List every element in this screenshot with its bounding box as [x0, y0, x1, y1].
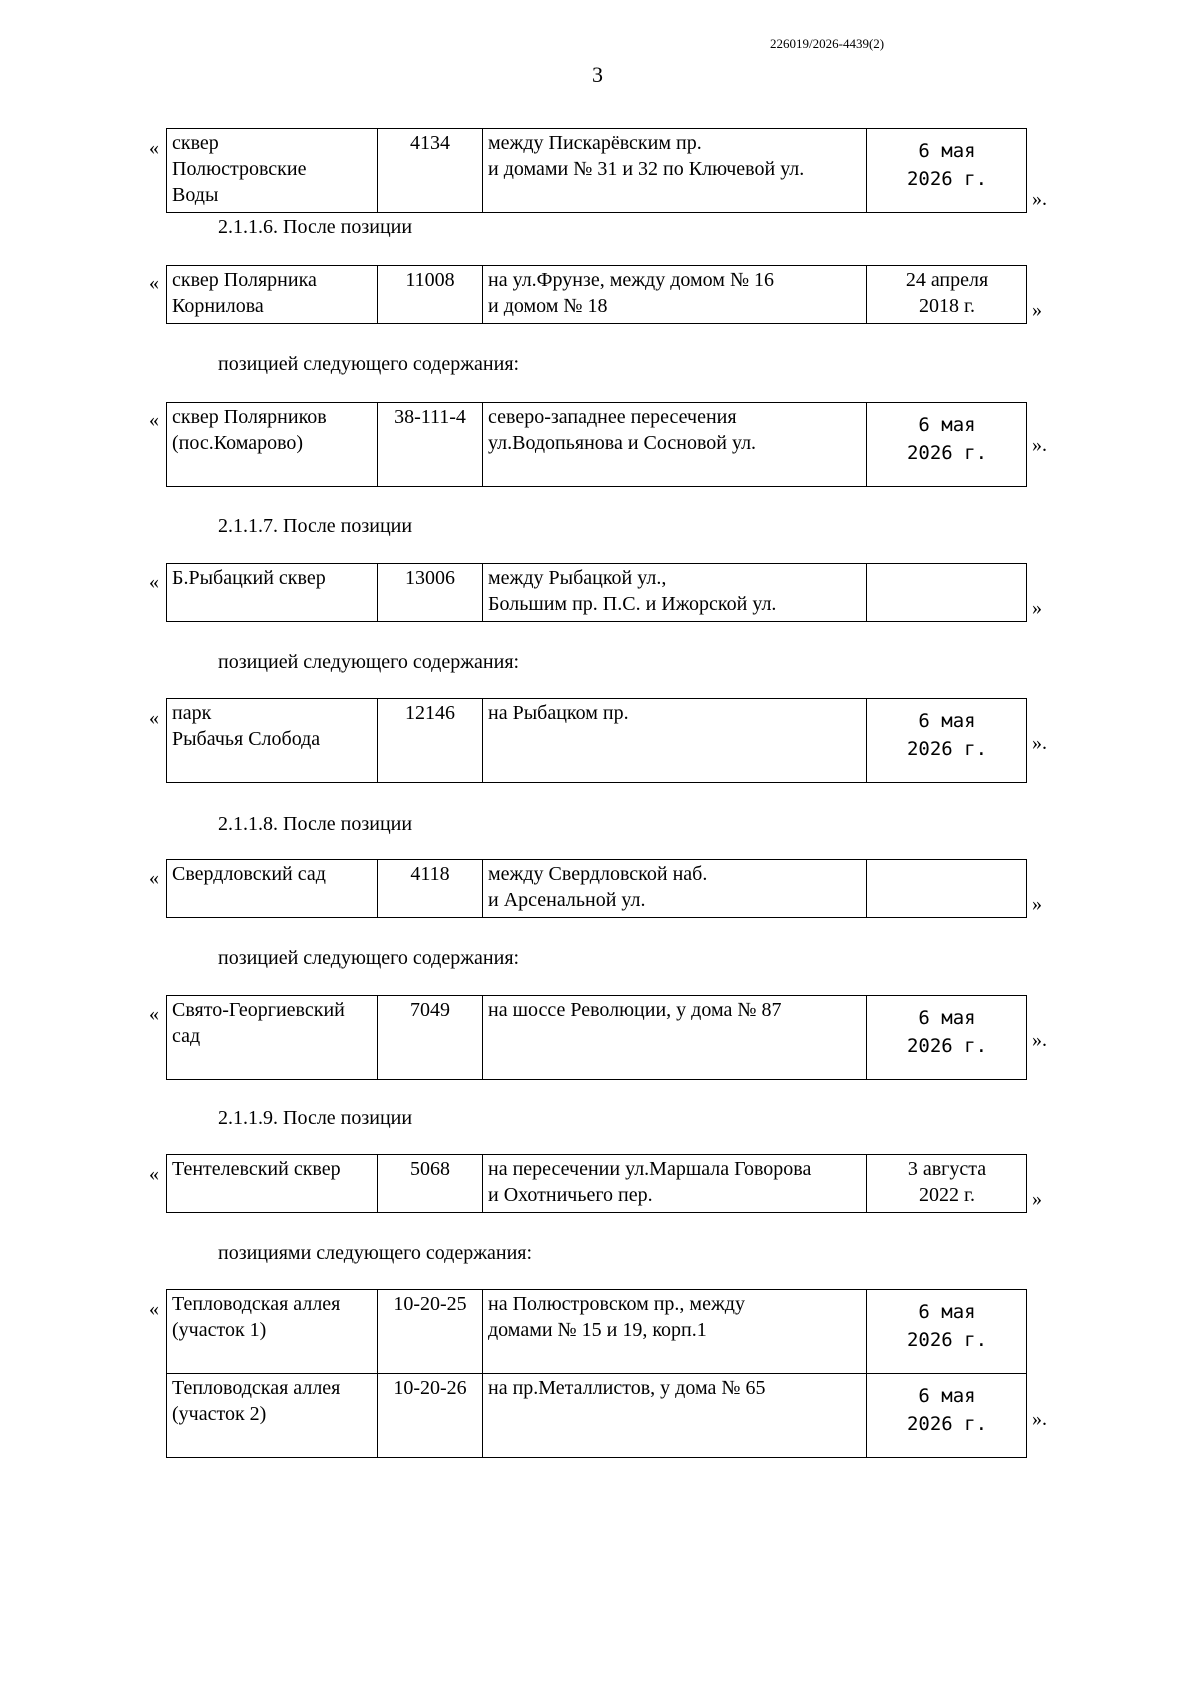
location-text: между Пискарёвским пр.: [488, 132, 702, 154]
location-text: и Охотничьего пер.: [488, 1184, 653, 1206]
date-text: 2026 г.: [906, 1035, 988, 1057]
table-row: [167, 860, 1027, 918]
table-row: [167, 564, 1027, 622]
code-text: 7049: [410, 999, 450, 1021]
name-text: Тепловодская аллея: [172, 1377, 341, 1399]
table-row: [167, 129, 1027, 213]
date-cell: [867, 1290, 1027, 1374]
location-text: на пересечении ул.Маршала Говорова: [488, 1158, 812, 1180]
date-text: 2026 г.: [906, 1329, 988, 1351]
date-cell: [867, 996, 1027, 1080]
location-text: между Свердловской наб.: [488, 863, 708, 885]
items-table-7: [166, 995, 1027, 1080]
items-table-9: [166, 1289, 1027, 1458]
name-text: (участок 1): [172, 1319, 267, 1341]
date-text: 2018 г.: [919, 295, 975, 317]
name-cell: [167, 699, 378, 783]
close-quote: »: [1032, 597, 1042, 619]
name-cell: [167, 564, 378, 622]
paragraph-2-1-1-6: 2.1.1.6. После позиции: [218, 216, 413, 238]
date-text: 2022 г.: [919, 1184, 975, 1206]
name-text: Б.Рыбацкий сквер: [172, 567, 326, 589]
close-quote: ».: [1032, 1408, 1047, 1430]
items-table-5: [166, 698, 1027, 783]
name-text: Рыбачья Слобода: [172, 728, 321, 750]
location-text: и Арсенальной ул.: [488, 889, 646, 911]
name-cell: [167, 996, 378, 1080]
code-text: 4134: [410, 132, 450, 154]
code-text: 5068: [410, 1158, 450, 1180]
location-cell: [483, 1290, 867, 1374]
name-text: Воды: [172, 184, 219, 206]
code-cell: [378, 996, 483, 1080]
open-quote: «: [149, 571, 159, 593]
location-text: домами № 15 и 19, корп.1: [488, 1319, 707, 1341]
paragraph-content-label: позицией следующего содержания:: [218, 947, 520, 969]
name-cell: [167, 403, 378, 487]
date-text: 2026 г.: [906, 1413, 988, 1435]
name-text: Тепловодская аллея: [172, 1293, 341, 1315]
items-table-1: [166, 128, 1027, 213]
code-cell: [378, 699, 483, 783]
date-text: 6 мая: [918, 710, 976, 732]
location-text: северо-западнее пересечения: [488, 406, 737, 428]
open-quote: «: [149, 137, 159, 159]
open-quote: «: [149, 272, 159, 294]
paragraph-2-1-1-9: 2.1.1.9. После позиции: [218, 1107, 413, 1129]
name-cell: [167, 1374, 378, 1458]
location-text: и домами № 31 и 32 по Ключевой ул.: [488, 158, 805, 180]
date-cell: [867, 403, 1027, 487]
close-quote: »: [1032, 893, 1042, 915]
code-text: 10-20-26: [393, 1377, 467, 1399]
paragraph-content-label-plural: позициями следующего содержания:: [218, 1242, 533, 1264]
name-cell: [167, 1290, 378, 1374]
location-cell: [483, 1155, 867, 1213]
table-row: [167, 1290, 1027, 1374]
location-cell: [483, 266, 867, 324]
code-cell: [378, 403, 483, 487]
date-cell: [867, 1374, 1027, 1458]
date-text: 2026 г.: [906, 168, 988, 190]
paragraph-content-label: позицией следующего содержания:: [218, 651, 520, 673]
close-quote: ».: [1032, 732, 1047, 754]
date-cell: [867, 564, 1027, 622]
items-table-6: [166, 859, 1027, 918]
location-cell: [483, 403, 867, 487]
name-text: Полюстровские: [172, 158, 307, 180]
name-text: сквер Полярников: [172, 406, 327, 428]
close-quote: ».: [1032, 1029, 1047, 1051]
close-quote: »: [1032, 1188, 1042, 1210]
code-text: 11008: [405, 269, 455, 291]
location-text: Большим пр. П.С. и Ижорской ул.: [488, 593, 777, 615]
open-quote: «: [149, 409, 159, 431]
name-text: Корнилова: [172, 295, 264, 317]
code-text: 10-20-25: [393, 1293, 467, 1315]
code-cell: [378, 1290, 483, 1374]
close-quote: ».: [1032, 188, 1047, 210]
code-text: 12146: [405, 702, 455, 724]
date-cell: [867, 860, 1027, 918]
date-text: 6 мая: [918, 140, 976, 162]
name-text: (пос.Комарово): [172, 432, 304, 454]
open-quote: «: [149, 1163, 159, 1185]
paragraph-content-label: позицией следующего содержания:: [218, 353, 520, 375]
items-table-2: [166, 265, 1027, 324]
code-cell: [378, 129, 483, 213]
date-cell: [867, 1155, 1027, 1213]
location-cell: [483, 129, 867, 213]
name-text: Свято-Георгиевский: [172, 999, 345, 1021]
name-cell: [167, 860, 378, 918]
paragraph-2-1-1-8: 2.1.1.8. После позиции: [218, 813, 413, 835]
date-text: 2026 г.: [906, 738, 988, 760]
table-row: [167, 1155, 1027, 1213]
location-text: на пр.Металлистов, у дома № 65: [488, 1377, 766, 1399]
date-text: 6 мая: [918, 414, 976, 436]
code-cell: [378, 564, 483, 622]
location-text: на шоссе Революции, у дома № 87: [488, 999, 782, 1021]
name-cell: [167, 266, 378, 324]
name-text: Тентелевский сквер: [172, 1158, 341, 1180]
code-text: 4118: [410, 863, 450, 885]
table-row: [167, 699, 1027, 783]
location-text: на Полюстровском пр., между: [488, 1293, 745, 1315]
open-quote: «: [149, 1003, 159, 1025]
code-text: 38-111-4: [394, 406, 466, 428]
document-id: 226019/2026-4439(2): [770, 36, 885, 51]
name-text: парк: [172, 702, 212, 724]
location-cell: [483, 564, 867, 622]
items-table-8: [166, 1154, 1027, 1213]
location-text: и домом № 18: [488, 295, 608, 317]
table-row: [167, 1374, 1027, 1458]
name-text: Свердловский сад: [172, 863, 326, 885]
name-text: (участок 2): [172, 1403, 267, 1425]
code-cell: [378, 860, 483, 918]
open-quote: «: [149, 867, 159, 889]
code-text: 13006: [405, 567, 455, 589]
code-cell: [378, 1374, 483, 1458]
name-cell: [167, 1155, 378, 1213]
location-text: ул.Водопьянова и Сосновой ул.: [488, 432, 757, 454]
date-cell: [867, 699, 1027, 783]
name-text: сквер: [172, 132, 219, 154]
location-text: на Рыбацком пр.: [488, 702, 629, 724]
location-cell: [483, 699, 867, 783]
close-quote: ».: [1032, 434, 1047, 456]
table-row: [167, 266, 1027, 324]
table-row: [167, 403, 1027, 487]
date-cell: [867, 266, 1027, 324]
items-table-3: [166, 402, 1027, 487]
items-table-4: [166, 563, 1027, 622]
location-text: на ул.Фрунзе, между домом № 16: [488, 269, 775, 291]
page-number: 3: [592, 62, 603, 87]
location-cell: [483, 860, 867, 918]
open-quote: «: [149, 1298, 159, 1320]
location-text: между Рыбацкой ул.,: [488, 567, 667, 589]
name-cell: [167, 129, 378, 213]
date-text: 6 мая: [918, 1385, 976, 1407]
date-text: 3 августа: [907, 1158, 987, 1180]
open-quote: «: [149, 707, 159, 729]
table-row: [167, 996, 1027, 1080]
paragraph-2-1-1-7: 2.1.1.7. После позиции: [218, 515, 413, 537]
date-text: 2026 г.: [906, 442, 988, 464]
date-text: 24 апреля: [905, 269, 989, 291]
location-cell: [483, 996, 867, 1080]
date-text: 6 мая: [918, 1301, 976, 1323]
code-cell: [378, 266, 483, 324]
name-text: сад: [172, 1025, 201, 1047]
close-quote: »: [1032, 299, 1042, 321]
name-text: сквер Полярника: [172, 269, 317, 291]
code-cell: [378, 1155, 483, 1213]
date-text: 6 мая: [918, 1007, 976, 1029]
location-cell: [483, 1374, 867, 1458]
date-cell: [867, 129, 1027, 213]
